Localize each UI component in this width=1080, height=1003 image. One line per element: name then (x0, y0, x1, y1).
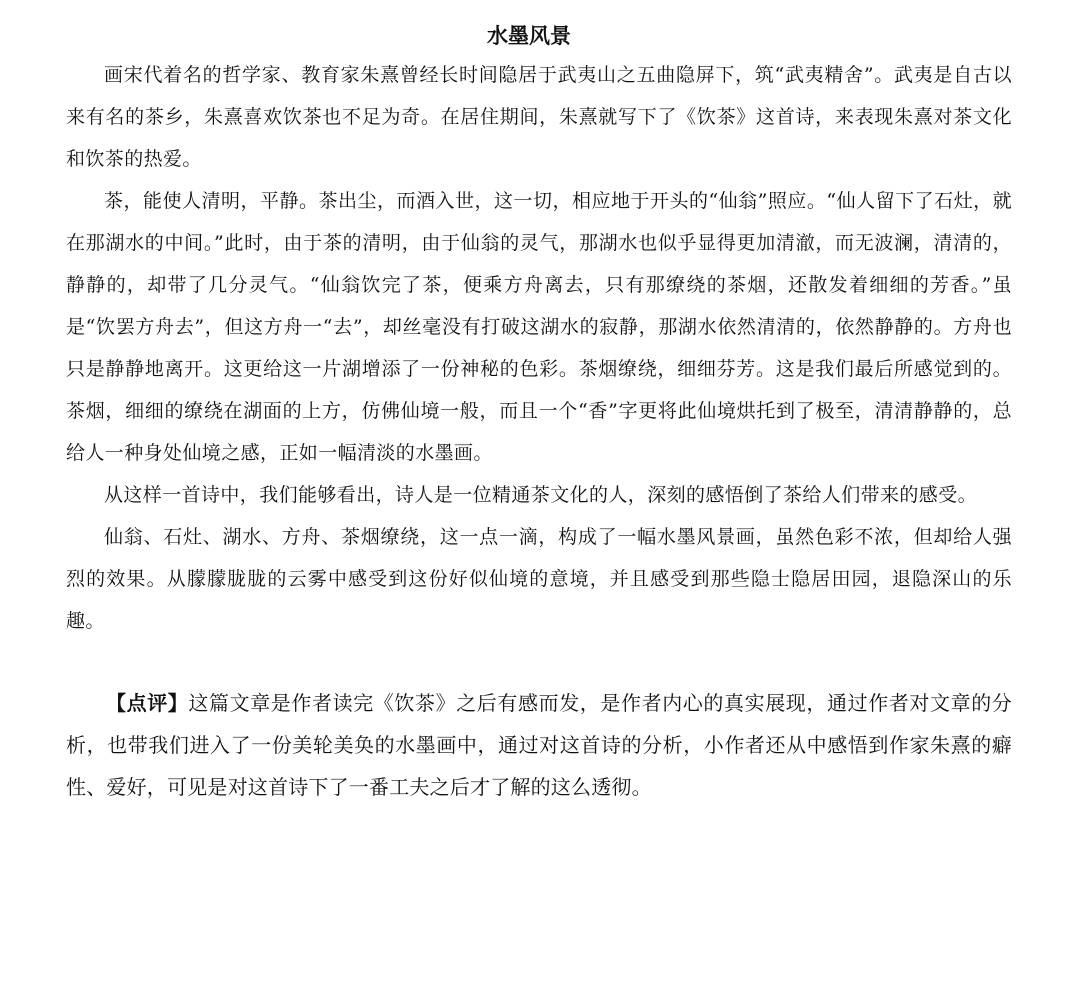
paragraph-1: 画宋代着名的哲学家、教育家朱熹曾经长时间隐居于武夷山之五曲隐屏下，筑“武夷精舍”。武夷是自古以来有名的茶乡，朱熹喜欢饮茶也不足为奇。在居住期间，朱熹就写下了《饮茶》这首诗，来表现朱熹对茶文化和饮茶的热爱。 (66, 64, 1012, 170)
paragraph-4: 仙翁、石灶、湖水、方舟、茶烟缭绕，这一点一滴，构成了一幅水墨风景画，虽然色彩不浓，但却给人强烈的效果。从朦朦胧胧的云雾中感受到这份好似仙境的意境，并且感受到那些隐士隐居田园，退隐深山的乐趣。 (66, 526, 1012, 632)
document-page (66, 18, 1012, 808)
essay-body (66, 54, 1012, 642)
comment-label: 【点评】 (106, 691, 189, 715)
paragraph-2: 茶，能使人清明，平静。茶出尘，而酒入世，这一切，相应地于开头的“仙翁”照应。“仙人留下了石灶，就在那湖水的中间。”此时，由于茶的清明，由于仙翁的灵气，那湖水也似乎显得更加清澈，而无波澜，清清的，静静的，却带了几分灵气。“仙翁饮完了茶，便乘方舟离去，只有那缭绕的茶烟，还散发着细细的芳香。”虽是“饮罢方舟去”，但这方舟一“去”，却丝毫没有打破这湖水的寂静，那湖水依然清清的，依然静静的。方舟也只是静静地离开。这更给这一片湖增添了一份神秘的色彩。茶烟缭绕，细细芬芳。这是我们最后所感觉到的。茶烟，细细的缭绕在湖面的上方，仿佛仙境一般，而且一个“香”字更将此仙境烘托到了极至，清清静静的，总给人一种身处仙境之感，正如一幅清淡的水墨画。 (66, 190, 1012, 464)
comment-paragraph (66, 682, 1012, 808)
comment-text: 这篇文章是作者读完《饮茶》之后有感而发，是作者内心的真实展现，通过作者对文章的分析，也带我们进入了一份美轮美奂的水墨画中，通过对这首诗的分析，小作者还从中感悟到作家朱熹的癖性、爱好，可见是对这首诗下了一番工夫之后才了解的这么透彻。 (66, 691, 1012, 799)
paragraph-3: 从这样一首诗中，我们能够看出，诗人是一位精通茶文化的人，深刻的感悟倒了茶给人们带来的感受。 (104, 484, 978, 506)
document-title: 水墨风景 (487, 24, 571, 48)
section-gap (66, 642, 1012, 682)
